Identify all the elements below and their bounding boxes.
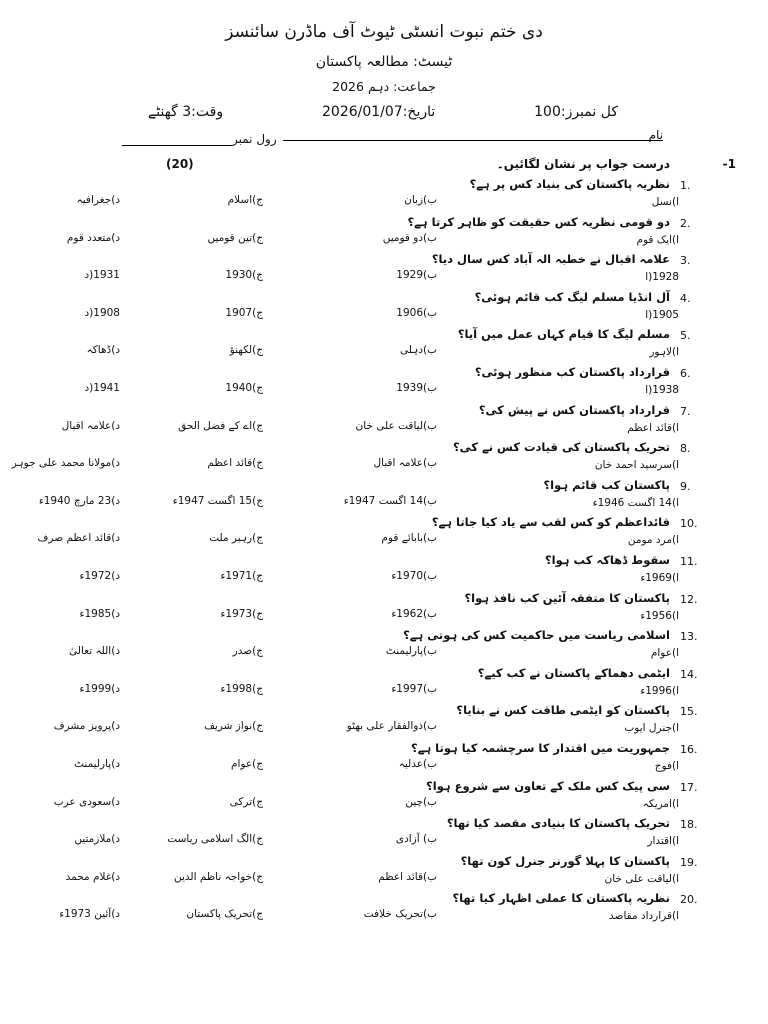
option-c[interactable]: ج)15 اگست 1947ء xyxy=(172,494,263,507)
option-c[interactable]: ج)اسلام xyxy=(227,194,263,206)
option-c[interactable]: ج)عوام xyxy=(231,758,263,770)
option-d[interactable]: د)1999ء xyxy=(79,682,120,695)
option-a[interactable]: ا)1996ء xyxy=(640,684,679,697)
grade-line: جماعت: دہم 2026 xyxy=(332,79,436,94)
question-text: پاکستان کا پہلا گورنر جنرل کون تھا؟ xyxy=(460,853,670,868)
option-d[interactable]: د)آئین 1973ء xyxy=(59,908,120,921)
roll-number-label: رول نمبر xyxy=(232,132,277,146)
question-text: آل انڈیا مسلم لیگ کب قائم ہوئی؟ xyxy=(474,289,670,304)
option-b[interactable]: ب)1970ء xyxy=(391,570,437,582)
question-number: 14. xyxy=(680,667,698,681)
option-d[interactable]: د)قائد اعظم صرف xyxy=(37,532,120,545)
question-number: 9. xyxy=(680,479,691,493)
option-c[interactable]: ج)اے کے فضل الحق xyxy=(178,419,263,432)
option-b[interactable]: ب)زبان xyxy=(404,194,437,206)
exam-date: تاریخ:2026/01/07 xyxy=(322,104,436,120)
option-a[interactable]: 1905(ا xyxy=(645,308,679,321)
option-c[interactable]: ج)خواجہ ناظم الدین xyxy=(173,870,263,883)
question-number: 3. xyxy=(680,254,691,268)
option-c[interactable]: ج)قائد اعظم xyxy=(207,457,263,470)
option-b[interactable]: ب)14 اگست 1947ء xyxy=(343,494,437,507)
question-number: 18. xyxy=(680,818,698,832)
option-b[interactable]: ب)بابائے قوم xyxy=(381,532,437,545)
question-item xyxy=(70,590,710,630)
exam-time: وقت:3 گھنٹے xyxy=(148,104,224,120)
question-text: نظریہ پاکستان کی بنیاد کس پر ہے؟ xyxy=(469,177,670,191)
question-item xyxy=(70,630,710,667)
option-c[interactable]: ج)1973ء xyxy=(220,607,263,620)
question-number: 6. xyxy=(680,367,691,380)
option-d[interactable]: د)1985ء xyxy=(79,607,120,620)
option-d[interactable]: 1908(د xyxy=(84,306,120,319)
question-number: 17. xyxy=(680,780,698,794)
option-b[interactable]: ب)لیاقت علی خان xyxy=(355,419,437,432)
option-a[interactable]: ا)مرد مومن xyxy=(627,534,679,547)
option-c[interactable]: ج)تحریک پاکستان xyxy=(186,908,263,921)
question-item xyxy=(65,853,710,893)
option-b[interactable]: ب)1962ء xyxy=(391,607,437,620)
question-item xyxy=(53,778,710,818)
option-d[interactable]: د)23 مارچ 1940ء xyxy=(38,494,120,507)
question-text: سی پیک کس ملک کے تعاون سے شروع ہوا؟ xyxy=(426,778,670,793)
option-a[interactable]: ا)اقتدار xyxy=(647,835,679,848)
option-c[interactable]: ج)1940 xyxy=(225,382,263,394)
question-item xyxy=(70,289,710,329)
section-marks: (20) xyxy=(166,157,194,171)
option-a[interactable]: ا)نسل xyxy=(651,196,679,208)
name-label: نام xyxy=(648,128,663,142)
question-text: اسلامی ریاست میں حاکمیت کس کی ہوتی ہے؟ xyxy=(403,628,670,643)
option-a[interactable]: ا)ایک قوم xyxy=(636,233,679,246)
option-b[interactable]: ب)تحریک خلافت xyxy=(363,908,437,921)
question-text: پاکستان کو ایٹمی طاقت کس نے بنایا؟ xyxy=(456,703,670,718)
institute-title: دی ختم نبوت انسٹی ٹیوٹ آف ماڈرن سائنسز xyxy=(225,22,543,42)
question-item xyxy=(70,818,710,855)
option-c[interactable]: ج)1907 xyxy=(225,306,263,319)
question-item xyxy=(70,179,710,216)
option-c[interactable]: ج)نواز شریف xyxy=(204,720,263,733)
option-b[interactable]: ب)پارلیمنٹ xyxy=(385,645,437,658)
option-c[interactable]: ج)ترکی xyxy=(229,795,263,808)
question-text: قرارداد پاکستان کب منظور ہوئی؟ xyxy=(474,365,670,379)
question-number: 2. xyxy=(680,216,691,230)
question-number: 8. xyxy=(680,442,691,456)
option-a[interactable]: ا)1956ء xyxy=(640,609,679,622)
question-item xyxy=(61,402,710,442)
option-d[interactable]: د)غلام محمد xyxy=(65,870,120,883)
question-text: علامہ اقبال نے خطبہ الہ آباد کس سال دیا؟ xyxy=(431,252,670,267)
option-b[interactable]: ب)چین xyxy=(405,795,437,808)
option-d[interactable]: د)پرویز مشرف xyxy=(53,720,120,733)
question-text: تحریک پاکستان کی قیادت کس نے کی؟ xyxy=(452,440,670,455)
option-b[interactable]: ب)1997ء xyxy=(391,682,437,695)
question-text: پاکستان کا متفقہ آئین کب نافذ ہوا؟ xyxy=(464,590,670,605)
section-instruction: درست جواب پر نشان لگائیں۔ xyxy=(496,157,670,171)
question-item xyxy=(70,555,710,592)
option-b[interactable]: ب)قائد اعظم xyxy=(378,870,437,883)
question-number: 11. xyxy=(680,555,698,568)
option-b[interactable]: ب)ذوالفقار علی بھٹو xyxy=(346,720,437,733)
option-d[interactable]: د)مولانا محمد علی جوہر xyxy=(11,457,120,470)
question-text: پاکستان کب قائم ہوا؟ xyxy=(543,477,670,492)
option-a[interactable]: ا)امریکہ xyxy=(642,797,679,810)
option-c[interactable]: ج)تین قومیں xyxy=(207,231,263,244)
option-a[interactable]: ا)جنرل ایوب xyxy=(624,722,679,735)
option-b[interactable]: ب) آزادی xyxy=(395,833,437,846)
option-a[interactable]: ا)لیاقت علی خان xyxy=(604,872,679,885)
option-b[interactable]: ب)1939 xyxy=(396,382,437,394)
option-b[interactable]: ب)علامہ اقبال xyxy=(373,457,437,470)
question-text: سقوط ڈھاکہ کب ہوا؟ xyxy=(544,553,670,567)
option-c[interactable]: ج)1998ء xyxy=(220,682,263,695)
question-item xyxy=(59,891,710,930)
option-c[interactable]: ج)صدر xyxy=(232,645,263,658)
option-a[interactable]: ا)قائد اعظم xyxy=(627,421,679,434)
question-item xyxy=(70,254,710,291)
option-c[interactable]: ج)الگ اسلامی ریاست xyxy=(167,833,263,846)
option-d[interactable]: د)سعودی عرب xyxy=(53,795,120,808)
option-b[interactable]: ب)عدلیہ xyxy=(398,758,437,770)
option-a[interactable]: ا)1969ء xyxy=(640,572,679,584)
question-number: 7. xyxy=(680,404,691,418)
option-a[interactable]: ا)لاہور xyxy=(649,346,679,359)
question-number: 10. xyxy=(680,517,698,531)
question-item xyxy=(37,515,710,554)
question-text: جمہوریت میں اقتدار کا سرچشمہ کیا ہوتا ہے؟ xyxy=(411,741,670,755)
option-d[interactable]: د)علامہ اقبال xyxy=(61,419,120,432)
question-text: دو قومی نظریہ کس حقیقت کو ظاہر کرتا ہے؟ xyxy=(407,214,670,229)
question-item xyxy=(70,665,710,705)
option-a[interactable]: ا)14 اگست 1946ء xyxy=(592,496,679,509)
question-number: 1. xyxy=(680,179,691,192)
option-a[interactable]: ا)فوج xyxy=(654,760,679,772)
option-d[interactable]: 1941(د xyxy=(84,382,120,394)
question-text: نظریہ پاکستان کا عملی اظہار کیا تھا؟ xyxy=(452,891,670,906)
option-d[interactable]: د)ڈھاکہ xyxy=(86,344,120,357)
question-number: 15. xyxy=(680,705,698,719)
question-item xyxy=(53,703,710,742)
option-a[interactable]: 1928(ا xyxy=(645,271,679,284)
question-item xyxy=(70,329,710,366)
question-item xyxy=(70,743,710,780)
option-d[interactable]: د)اللہ تعالیٰ xyxy=(69,645,120,658)
question-text: قائداعظم کو کس لقب سے یاد کیا جاتا ہے؟ xyxy=(431,515,670,530)
option-c[interactable]: ج)1971ء xyxy=(220,570,263,582)
question-text: قرارداد پاکستان کس نے پیش کی؟ xyxy=(478,402,670,417)
question-item xyxy=(11,440,710,479)
name-blank-line[interactable] xyxy=(283,140,663,141)
question-item xyxy=(66,214,710,254)
section-number: -1 xyxy=(722,157,736,171)
question-text: ایٹمی دھماکے پاکستان نے کب کیے؟ xyxy=(477,665,670,680)
question-item xyxy=(38,477,710,517)
option-a[interactable]: ا)عوام xyxy=(650,647,679,660)
question-text: مسلم لیگ کا قیام کہاں عمل میں آیا؟ xyxy=(457,327,670,342)
question-item xyxy=(70,367,710,404)
option-d[interactable]: د)1972ء xyxy=(79,570,120,582)
question-number: 20. xyxy=(680,893,698,907)
option-d[interactable]: د)ملازمتیں xyxy=(74,833,120,846)
option-c[interactable]: ج)1930 xyxy=(225,269,263,282)
option-c[interactable]: ج)رہبر ملت xyxy=(209,532,263,545)
question-text: تحریک پاکستان کا بنیادی مقصد کیا تھا؟ xyxy=(446,816,670,831)
option-d[interactable]: د)پارلیمنٹ xyxy=(74,758,120,770)
option-a[interactable]: ا)قرارداد مقاصد xyxy=(609,910,679,923)
option-d[interactable]: د)متعدد قوم xyxy=(66,231,120,244)
question-number: 19. xyxy=(680,855,698,869)
option-b[interactable]: ب)دہلی xyxy=(399,344,437,357)
question-number: 4. xyxy=(680,291,691,305)
option-d[interactable]: د)جغرافیہ xyxy=(76,194,120,206)
option-a[interactable]: 1938(ا xyxy=(645,384,679,396)
option-b[interactable]: ب)1906 xyxy=(396,306,437,319)
question-number: 16. xyxy=(680,743,698,756)
question-number: 12. xyxy=(680,592,698,606)
question-number: 5. xyxy=(680,329,691,343)
option-b[interactable]: ب)دو قومیں xyxy=(382,231,437,244)
total-marks: کل نمبرز:100 xyxy=(534,104,618,120)
option-d[interactable]: 1931(د xyxy=(84,269,120,282)
roll-number-blank-line[interactable] xyxy=(122,145,232,146)
test-subject: ٹیسٹ: مطالعہ پاکستان xyxy=(315,54,453,70)
question-number: 13. xyxy=(680,630,698,644)
option-c[interactable]: ج)لکھنؤ xyxy=(229,344,263,357)
option-b[interactable]: ب)1929 xyxy=(396,269,437,282)
option-a[interactable]: ا)سرسید احمد خان xyxy=(594,459,679,472)
